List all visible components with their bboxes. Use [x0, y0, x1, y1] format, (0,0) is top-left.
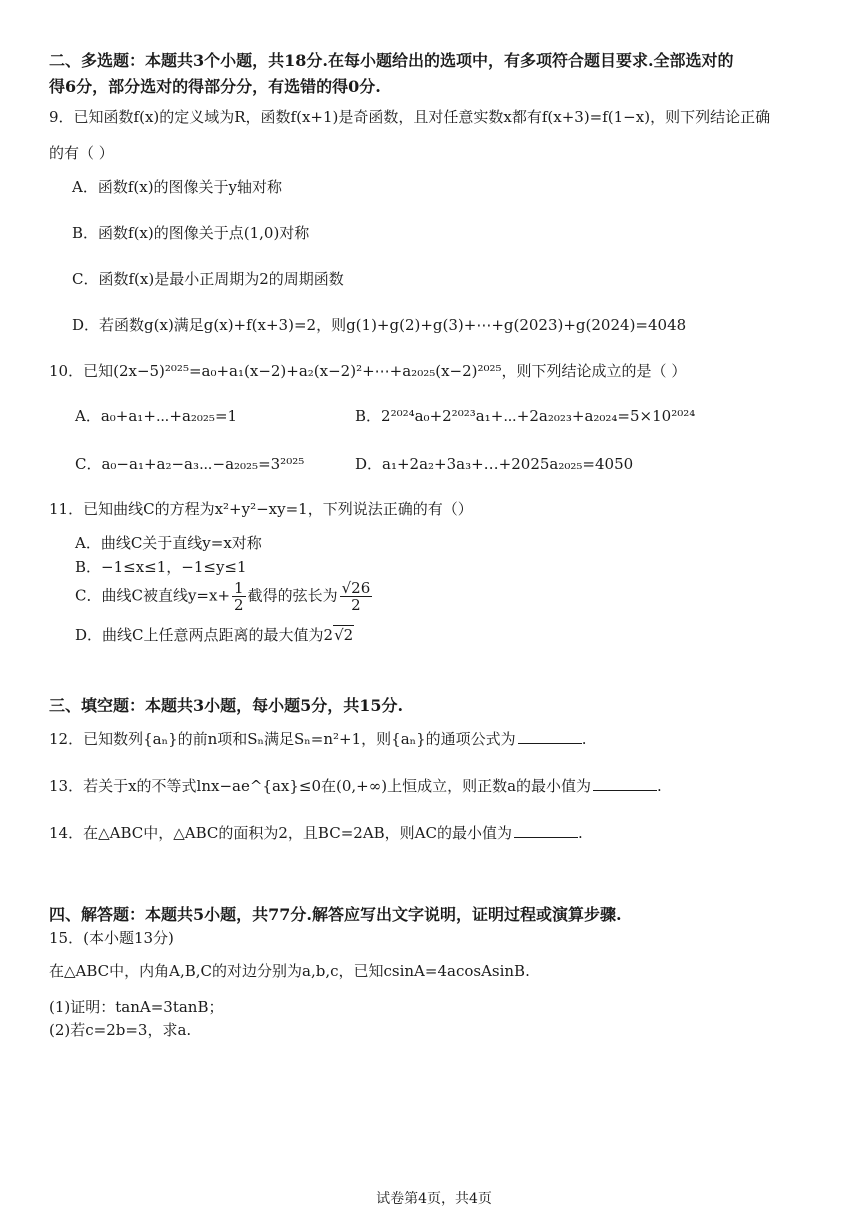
q12-answer-blank[interactable]: [518, 729, 582, 744]
q10-option-a: A．a₀+a₁+⋯+a₂₀₂₅=1: [75, 407, 238, 425]
q9-option-b: B．函数f(x)的图像关于点(1,0)对称: [72, 224, 310, 242]
q11-chord-length-denominator: 2: [351, 596, 361, 614]
q13-answer-blank[interactable]: [593, 776, 657, 791]
section2-heading-line2: 得6分，部分选对的得部分分，有选错的得0分.: [49, 77, 381, 96]
q11-fraction-half: [232, 580, 246, 613]
q11-option-c-prefix: C．曲线C被直线y=x+: [75, 586, 231, 605]
q10-option-b: B．2²⁰²⁴a₀+2²⁰²³a₁+⋯+2a₂₀₂₃+a₂₀₂₄=5×10²⁰²⁴: [355, 407, 696, 425]
q9-stem-line2: 的有（ ）: [49, 144, 114, 162]
q13-text: 13．若关于x的不等式lnx−ae^{ax}≤0在(0,+∞)上恒成立，则正数a的最小值为: [49, 777, 592, 795]
q11-option-c-middle: 截得的弦长为: [247, 586, 338, 605]
q11-option-c: [75, 580, 374, 613]
q15-part1: (1)证明：tanA=3tanB；: [49, 998, 224, 1016]
section4-heading: 四、解答题：本题共5小题，共77分.解答应写出文字说明，证明过程或演算步骤.: [49, 905, 622, 924]
q12-text: 12．已知数列{aₙ}的前n项和Sₙ满足Sₙ=n²+1，则{aₙ}的通项公式为: [49, 730, 516, 748]
q11-option-a: A．曲线C关于直线y=x对称: [75, 534, 262, 552]
q10-option-c: C．a₀−a₁+a₂−a₃⋯−a₂₀₂₅=3²⁰²⁵: [75, 455, 305, 473]
q9-option-a: A．函数f(x)的图像关于y轴对称: [72, 178, 283, 196]
q13: [49, 775, 662, 796]
q13-tail: .: [657, 777, 662, 795]
q10-stem: 10．已知(2x−5)²⁰²⁵=a₀+a₁(x−2)+a₂(x−2)²+⋯+a₂₀₂₅(x−2)²⁰²⁵，则下列结论成立的是（ ）: [49, 362, 687, 380]
q12: [49, 728, 586, 749]
q11-chord-length-fraction: [340, 580, 373, 613]
q14-answer-blank[interactable]: [514, 823, 578, 838]
q15-part2: (2)若c=2b=3，求a.: [49, 1021, 192, 1039]
q9-option-c: C．函数f(x)是最小正周期为2的周期函数: [72, 270, 344, 288]
q9-option-d: D．若函数g(x)满足g(x)+f(x+3)=2，则g(1)+g(2)+g(3)+⋯+g(2023)+g(2024)=4048: [72, 316, 687, 334]
q11-option-d-prefix: D．曲线C上任意两点距离的最大值为2: [75, 626, 334, 644]
q14: [49, 822, 583, 843]
q10-option-d: D．a₁+2a₂+3a₃+…+2025a₂₀₂₅=4050: [355, 455, 634, 473]
q11-fraction-half-numerator: 1: [234, 579, 244, 597]
q14-text: 14．在△ABC中，△ABC的面积为2，且BC=2AB，则AC的最小值为: [49, 824, 512, 842]
page-footer: 试卷第4页，共4页: [376, 1191, 492, 1207]
q11-chord-length-numerator: √26: [341, 579, 371, 597]
q14-tail: .: [577, 824, 583, 842]
q11-option-d-sqrt: √2: [334, 626, 354, 644]
q12-tail: .: [581, 730, 587, 748]
q15-title: 15．(本小题13分): [49, 929, 174, 947]
section2-heading-line1: 二、多选题：本题共3个小题，共18分.在每小题给出的选项中，有多项符合题目要求.全部选对的: [49, 51, 734, 70]
q11-option-b: B．−1≤x≤1，−1≤y≤1: [75, 558, 247, 576]
q11-option-d: [75, 624, 354, 645]
section3-heading: 三、填空题：本题共3小题，每小题5分，共15分.: [49, 696, 404, 715]
q11-fraction-half-denominator: 2: [234, 596, 244, 614]
q15-stem: 在△ABC中，内角A,B,C的对边分别为a,b,c，已知csinA=4acosAsinB.: [49, 962, 530, 980]
q11-stem: 11．已知曲线C的方程为x²+y²−xy=1，下列说法正确的有（）: [49, 500, 473, 518]
q9-stem-line1: 9．已知函数f(x)的定义域为R，函数f(x+1)是奇函数，且对任意实数x都有f(x+3)=f(1−x)，则下列结论正确: [49, 108, 771, 126]
